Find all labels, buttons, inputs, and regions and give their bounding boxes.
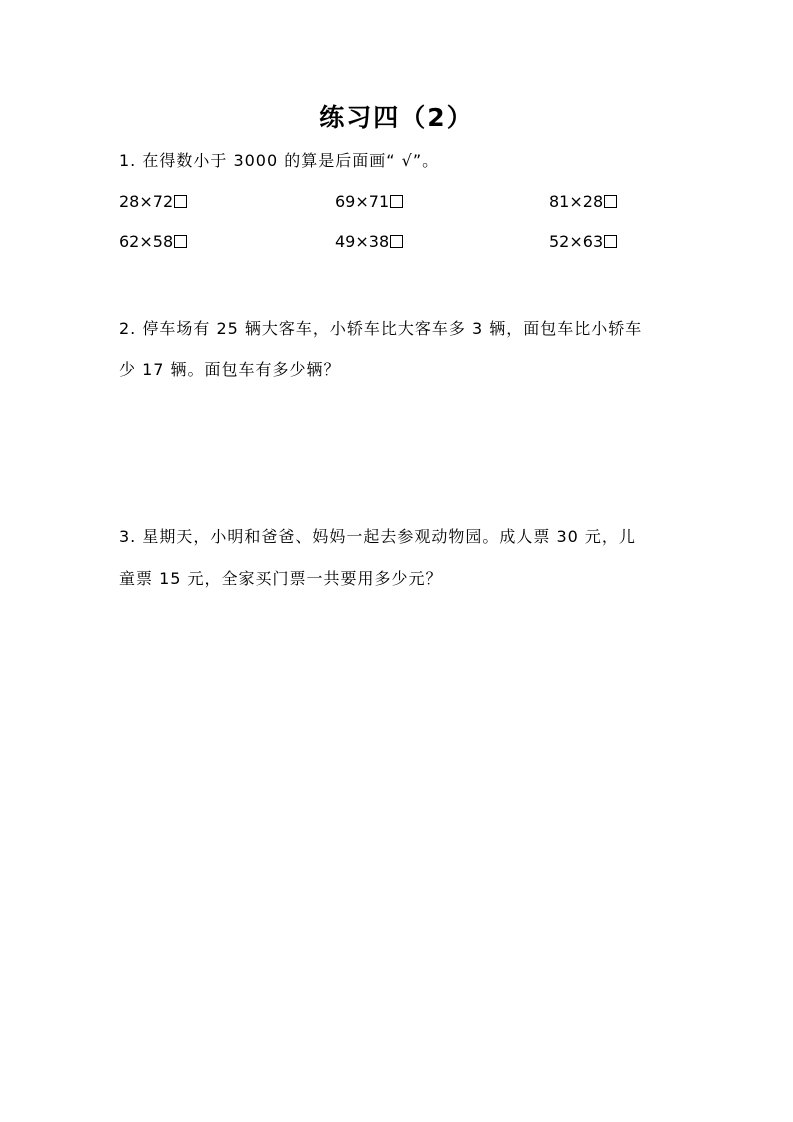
expression-text: 81×28 — [549, 192, 604, 211]
answer-checkbox[interactable] — [390, 235, 403, 248]
answer-checkbox[interactable] — [390, 195, 403, 208]
question-3-line-1: 3. 星期天，小明和爸爸、妈妈一起去参观动物园。成人票 30 元，儿 — [119, 527, 636, 546]
expression-item — [119, 192, 187, 211]
expression-item — [549, 192, 617, 211]
answer-checkbox[interactable] — [604, 235, 617, 248]
expression-text: 28×72 — [119, 192, 174, 211]
page-title: 练习四（2） — [319, 103, 474, 132]
expression-text: 69×71 — [335, 192, 390, 211]
expression-item — [549, 232, 617, 251]
expression-item — [119, 232, 187, 251]
answer-checkbox[interactable] — [604, 195, 617, 208]
expression-text: 52×63 — [549, 232, 604, 251]
answer-checkbox[interactable] — [174, 195, 187, 208]
question-2-line-2: 少 17 辆。面包车有多少辆？ — [119, 360, 341, 379]
answer-checkbox[interactable] — [174, 235, 187, 248]
question-3-line-2: 童票 15 元，全家买门票一共要用多少元？ — [119, 569, 443, 588]
expression-text: 62×58 — [119, 232, 174, 251]
expression-item — [335, 232, 403, 251]
question-2-line-1: 2. 停车场有 25 辆大客车，小轿车比大客车多 3 辆，面包车比小轿车 — [119, 319, 643, 338]
question-1-prompt: 1. 在得数小于 3000 的算是后面画“ √”。 — [119, 151, 440, 170]
expression-item — [335, 192, 403, 211]
expression-text: 49×38 — [335, 232, 390, 251]
